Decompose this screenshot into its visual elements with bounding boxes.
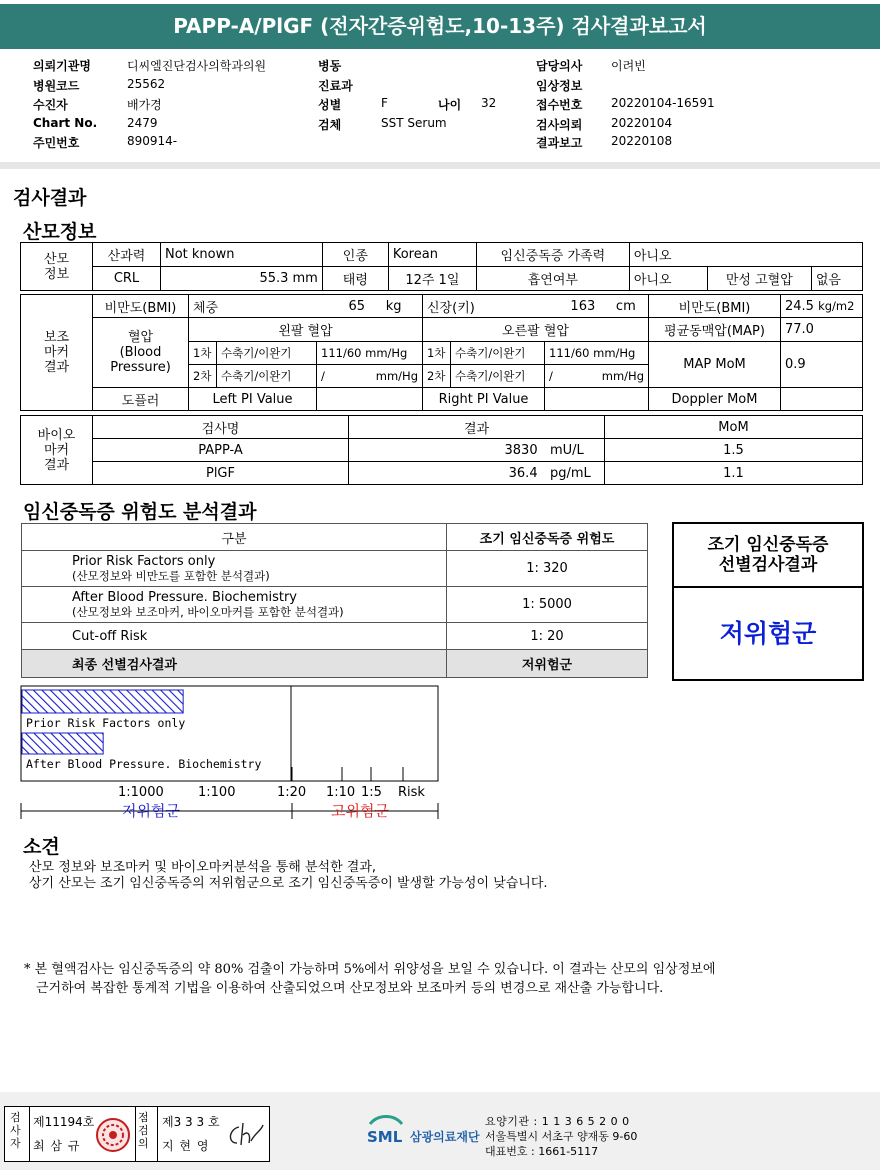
tick-label: 1:10 <box>326 785 356 800</box>
receipt-label: 접수번호 <box>536 98 583 112</box>
left-bp-2-unit: mm/Hg <box>375 369 418 383</box>
right-pi-label: Right PI Value <box>423 388 545 411</box>
table-row <box>22 650 648 678</box>
sex-label: 성별 <box>318 98 342 112</box>
hospital-code-label: 병원코드 <box>33 79 80 93</box>
smoking-value: 아니오 <box>629 267 707 291</box>
final-label: 최종 선별검사결과 <box>22 650 447 678</box>
bio-h-result: 결과 <box>349 416 605 439</box>
risk-value: 1: 320 <box>447 551 648 587</box>
report-title: PAPP-A/PlGF (전자간증위험도,10-13주) 검사결과보고서 <box>0 4 880 49</box>
clinical-label: 임상정보 <box>536 79 583 93</box>
risk-value: 1: 5000 <box>447 587 648 623</box>
institution: 디씨엘진단검사의학과의원 <box>127 59 267 73</box>
right-first-sysdia: 수축기/이완기 <box>451 342 545 365</box>
risk-main: After Blood Pressure. Biochemistry <box>72 589 297 605</box>
bio-value: 36.4 <box>508 465 538 481</box>
section-maternal: 산모정보 <box>23 221 97 243</box>
table-row <box>22 551 648 587</box>
bio-mom: 1.5 <box>605 439 863 462</box>
table-row <box>21 462 863 485</box>
specimen-label: 검체 <box>318 118 342 132</box>
bio-row-label: 바이오 마커 결과 <box>21 416 93 485</box>
section-result: 검사결과 <box>13 187 87 209</box>
table-row <box>21 439 863 462</box>
result-box <box>672 522 864 681</box>
bio-name: PAPP-A <box>93 439 349 462</box>
right-bp-1: 111/60 <box>549 346 590 360</box>
patient-label: 수진자 <box>33 98 68 112</box>
chart-label: Chart No. <box>33 116 98 130</box>
tick-label: 1:1000 <box>118 785 164 800</box>
report-date: 20220108 <box>611 134 673 148</box>
bio-h-name: 검사명 <box>93 416 349 439</box>
weight-label: 체중 <box>189 295 317 318</box>
map-mom-value: 0.9 <box>781 342 863 388</box>
signature-icon <box>225 1121 265 1149</box>
result-box-title2: 선별검사결과 <box>718 555 818 575</box>
section-opinion: 소견 <box>23 836 60 858</box>
bmi-unit: kg/m2 <box>818 298 855 313</box>
ward-label: 병동 <box>318 59 342 73</box>
risk-main: Cut-off Risk <box>22 623 447 650</box>
institution-label: 의뢰기관명 <box>33 59 91 73</box>
tick-label: Risk <box>398 785 425 800</box>
bar-after-label: After Blood Pressure. Biochemistry <box>26 757 262 771</box>
right-bp-2-slash: / <box>549 369 553 383</box>
crl-value: 55.3 mm <box>161 267 323 291</box>
signature-box <box>4 1106 270 1162</box>
phone: 대표번호 : 1661-5117 <box>485 1145 599 1158</box>
height-value: 163 <box>570 298 596 314</box>
low-risk-label: 저위험군 <box>122 802 180 820</box>
bio-name: PlGF <box>93 462 349 485</box>
checker-name: 지 현 영 <box>162 1139 210 1153</box>
bio-table <box>20 415 863 485</box>
map-label: 평균동맥압(MAP) <box>649 318 781 342</box>
bmi-label: 비만도(BMI) <box>93 295 189 318</box>
risk-graph <box>0 683 460 823</box>
note-line-2: 근거하여 복잡한 통계적 기법을 이용하여 산출되었으며 산모정보와 보조마커 등의 변경으로 재산출 가능합니다. <box>36 981 664 996</box>
doppler-label: 도플러 <box>93 388 189 411</box>
parity-label: 산과력 <box>93 243 161 267</box>
smoking-label: 흡연여부 <box>476 267 629 291</box>
doctor: 이려빈 <box>611 59 646 73</box>
ga-value: 12주 1일 <box>388 267 476 291</box>
bio-value: 3830 <box>504 442 538 458</box>
bar-prior-risk <box>22 690 183 713</box>
risk-sub: (산모정보와 보조마커, 바이오마커를 포함한 분석결과) <box>72 604 344 619</box>
right-bp-1-unit: mm/Hg <box>593 346 636 360</box>
risk-main: Prior Risk Factors only <box>72 553 216 569</box>
right-second-label: 2차 <box>423 365 451 388</box>
org-name: 삼광의료재단 <box>410 1130 480 1144</box>
bar-prior-label: Prior Risk Factors only <box>26 716 186 730</box>
bmi-value: 24.5 <box>785 298 814 314</box>
left-first-label: 1차 <box>189 342 217 365</box>
height-label: 신장(키) <box>423 295 545 318</box>
risk-sub: (산모정보와 비만도를 포함한 분석결과) <box>72 568 270 583</box>
race-value: Korean <box>388 243 476 267</box>
left-first-sysdia: 수축기/이완기 <box>217 342 317 365</box>
right-second-sysdia: 수축기/이완기 <box>451 365 545 388</box>
sml-logo-icon <box>364 1112 408 1148</box>
logo-text: SML <box>367 1128 403 1146</box>
parity-value: Not known <box>161 243 323 267</box>
checker-label: 점검의 <box>138 1111 149 1150</box>
right-bp-2-unit: mm/Hg <box>601 369 644 383</box>
age-label: 나이 <box>438 98 462 112</box>
left-second-sysdia: 수축기/이완기 <box>217 365 317 388</box>
bio-mom: 1.1 <box>605 462 863 485</box>
request-label: 검사의뢰 <box>536 118 583 132</box>
resident-number: 890914- <box>127 134 178 148</box>
left-bp-2-slash: / <box>321 369 325 383</box>
doppler-mom-label: Doppler MoM <box>649 388 781 411</box>
bio-unit: mU/L <box>550 442 584 458</box>
report-label: 결과보고 <box>536 136 583 150</box>
map-mom-label: MAP MoM <box>649 342 781 388</box>
bp-label: 혈압 (Blood Pressure) <box>93 318 189 388</box>
right-bp-label: 오른팔 혈압 <box>423 318 649 342</box>
family-label: 임신중독증 가족력 <box>476 243 629 267</box>
patient-name: 배가경 <box>127 98 162 112</box>
opinion-line-2: 상기 산모는 조기 임신중독증의 저위험군으로 조기 임신중독증이 발생할 가능성이 낮습니다. <box>29 876 548 891</box>
institution-code: 요양기관 : 1 1 3 6 5 2 0 0 <box>485 1115 630 1128</box>
family-value: 아니오 <box>629 243 862 267</box>
note-line-1: * 본 혈액검사는 임신중독증의 약 80% 검출이 가능하며 5%에서 위양성을 보일 수 있습니다. 이 결과는 산모의 임상정보에 <box>24 962 716 977</box>
sex: F <box>381 96 388 110</box>
aux-table <box>20 294 863 411</box>
left-second-label: 2차 <box>189 365 217 388</box>
aux-row-label: 보조 마커 결과 <box>21 295 93 411</box>
htn-label: 만성 고혈압 <box>707 267 811 291</box>
request-date: 20220104 <box>611 116 673 130</box>
left-bp-label: 왼팔 혈압 <box>189 318 423 342</box>
result-box-value: 저위험군 <box>719 619 817 648</box>
table-row <box>22 587 648 623</box>
crl-label: CRL <box>93 267 161 291</box>
htn-value: 없음 <box>811 267 862 291</box>
ga-label: 태령 <box>322 267 388 291</box>
tick-label: 1:20 <box>277 785 307 800</box>
section-risk: 임신중독증 위험도 분석결과 <box>23 501 257 523</box>
risk-h-cat: 구분 <box>22 524 447 551</box>
risk-h-risk: 조기 임신중독증 위험도 <box>447 524 648 551</box>
height-unit: cm <box>615 298 636 314</box>
bio-h-mom: MoM <box>605 416 863 439</box>
left-bp-1-unit: mm/Hg <box>365 346 408 360</box>
risk-value: 1: 20 <box>447 623 648 650</box>
risk-table <box>21 523 648 678</box>
weight-unit: kg <box>385 298 402 314</box>
tick-label: 1:100 <box>198 785 236 800</box>
dept-label: 진료과 <box>318 79 353 93</box>
right-first-label: 1차 <box>423 342 451 365</box>
hospital-code: 25562 <box>127 77 166 91</box>
left-pi-label: Left PI Value <box>189 388 317 411</box>
doctor-label: 담당의사 <box>536 59 583 73</box>
separator <box>0 162 880 169</box>
tick-label: 1:5 <box>361 785 382 800</box>
high-risk-label: 고위험군 <box>331 802 389 820</box>
tester-no: 제11194호 <box>33 1115 95 1129</box>
left-bp-1: 111/60 <box>321 346 362 360</box>
seal-icon <box>95 1117 131 1153</box>
maternal-table <box>20 242 863 291</box>
tick-marks <box>292 767 403 781</box>
map-value: 77.0 <box>781 318 863 342</box>
resident-label: 주민번호 <box>33 136 80 150</box>
receipt-number: 20220104-16591 <box>611 96 715 110</box>
chart-number: 2479 <box>127 116 158 130</box>
tester-label: 검사자 <box>10 1111 21 1150</box>
address: 서울특별시 서초구 양재동 9-60 <box>485 1130 638 1143</box>
race-label: 인종 <box>322 243 388 267</box>
specimen: SST Serum <box>381 116 447 130</box>
tester-name: 최 삼 규 <box>33 1139 81 1153</box>
age: 32 <box>481 96 497 110</box>
opinion-line-1: 산모 정보와 보조마커 및 바이오마커분석을 통해 분석한 결과, <box>29 860 377 875</box>
bar-after-bp <box>22 733 103 754</box>
bio-unit: pg/mL <box>550 465 591 481</box>
table-row <box>22 623 648 650</box>
bmi2-label: 비만도(BMI) <box>649 295 781 318</box>
result-box-title1: 조기 임신중독증 <box>707 535 829 555</box>
checker-no: 제3 3 3 호 <box>162 1115 220 1129</box>
maternal-row-label: 산모 정보 <box>21 243 93 291</box>
final-value: 저위험군 <box>447 650 648 678</box>
weight-value: 65 <box>348 298 366 314</box>
